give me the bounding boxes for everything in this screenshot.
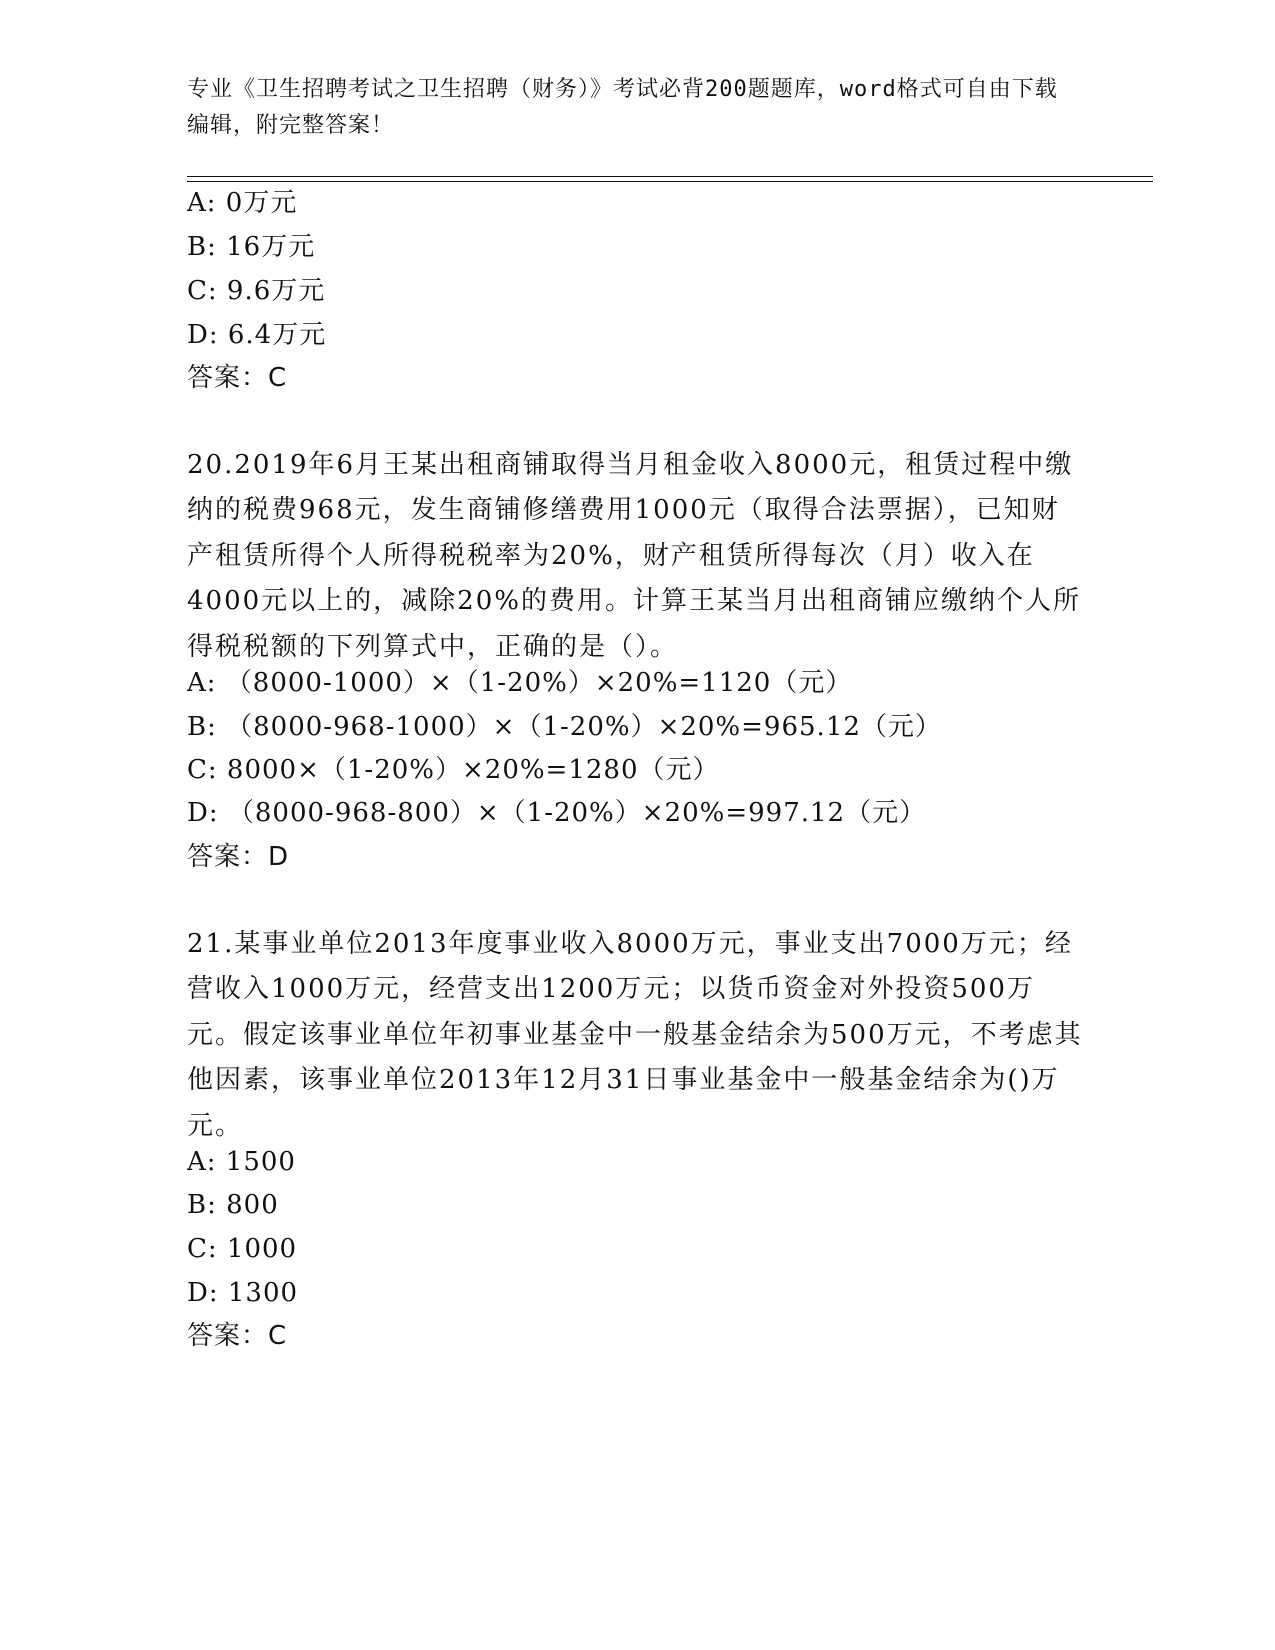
q19-option-c: C: 9.6万元 xyxy=(187,276,326,306)
header-divider-bottom xyxy=(187,181,1153,182)
q20-option-d: D: （8000-968-800）×（1-20%）×20%=997.12（元） xyxy=(187,798,927,828)
q21-answer: 答案：C xyxy=(187,1321,288,1351)
q21-option-a: A: 1500 xyxy=(187,1147,296,1177)
q19-option-b: B: 16万元 xyxy=(187,232,316,262)
q20-answer: 答案：D xyxy=(187,842,290,872)
q20-stem: 20.2019年6月王某出租商铺取得当月租金收入8000元，租赁过程中缴纳的税费968元，发生商铺修缮费用1000元（取得合法票据），已知财产租赁所得个人所得税税率为20%，财产租赁所得每次（月）收入在4000元以上的，减除20%的费用。计算王某当月出租商铺应缴纳个人所得税税额的下列算式中，正确的是（）。 xyxy=(187,450,1081,662)
q19-option-d: D: 6.4万元 xyxy=(187,320,327,350)
q21-option-b: B: 800 xyxy=(187,1190,279,1220)
q19-option-a: A: 0万元 xyxy=(187,188,298,218)
document-header: 专业《卫生招聘考试之卫生招聘（财务）》考试必背200题题库，word格式可自由下载编辑，附完整答案！ xyxy=(187,77,1058,138)
q21-stem: 21.某事业单位2013年度事业收入8000万元，事业支出7000万元；经营收入1000万元，经营支出1200万元；以货币资金对外投资500万元。假定该事业单位年初事业基金中一般基金结余为500万元，不考虑其他因素，该事业单位2013年12月31日事业基金中一般基金结余为()万元。 xyxy=(187,929,1083,1141)
header-divider-top xyxy=(187,176,1153,177)
q20-option-b: B: （8000-968-1000）×（1-20%）×20%=965.12（元） xyxy=(187,712,942,742)
q21-option-d: D: 1300 xyxy=(187,1278,299,1308)
q20-option-a: A: （8000-1000）×（1-20%）×20%=1120（元） xyxy=(187,668,853,698)
q19-answer: 答案：C xyxy=(187,363,288,393)
q21-option-c: C: 1000 xyxy=(187,1234,298,1264)
q20-option-c: C: 8000×（1-20%）×20%=1280（元） xyxy=(187,755,720,785)
